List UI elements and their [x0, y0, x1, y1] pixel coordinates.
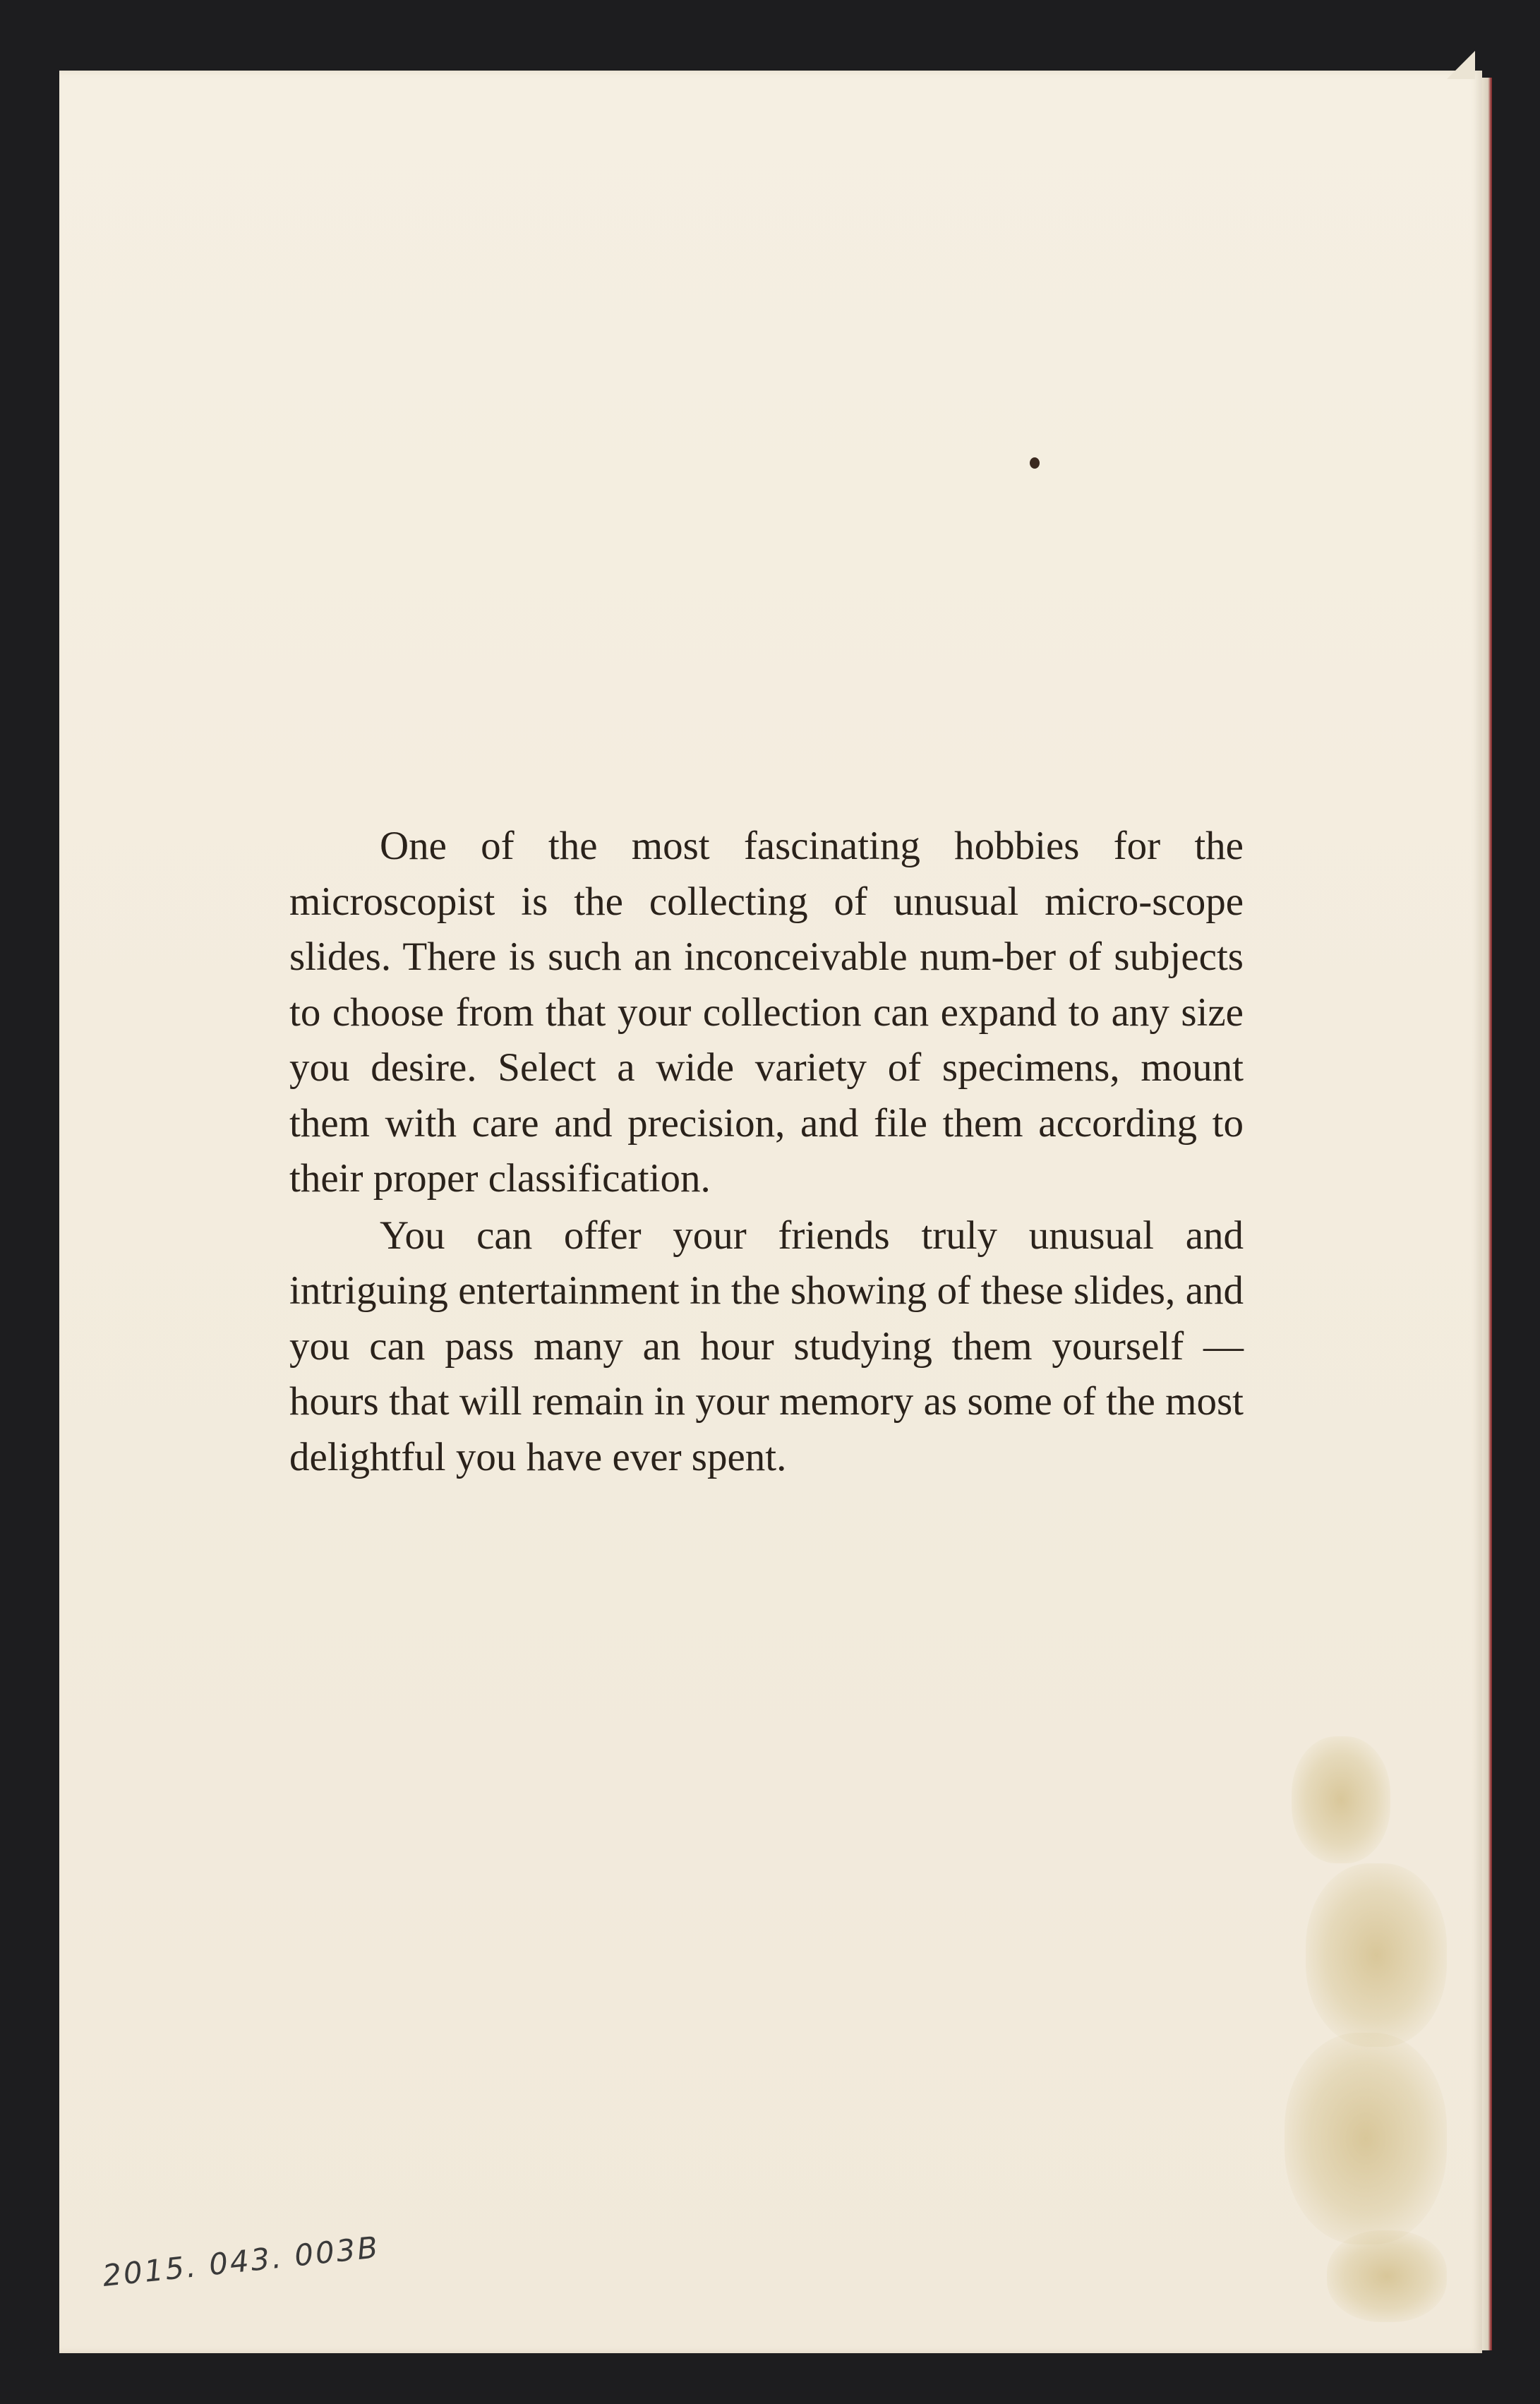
- paragraph-1: One of the most fascinating hobbies for the microscopist is the collecting of unusual micro-scope slides. There is such an inconceivable num-ber of subjects to choose from that your collection can expand to any size you desire. Select a wide variety of specimens, mount them with care and precision, and file them according to their proper classification.: [289, 824, 1244, 1201]
- foxing-stain: [1285, 2033, 1447, 2244]
- foxing-stain: [1292, 1736, 1390, 1863]
- ink-spot: [1030, 457, 1040, 469]
- paragraph-2: You can offer your friends truly unusual and intriguing entertainment in the showing of these slides, and you can pass many an hour studying them yourself — hours that will remain in your memory as some of the most delightful you have ever spent.: [289, 1213, 1244, 1479]
- foxing-stain: [1327, 2230, 1447, 2322]
- cover-spine-edge: [1482, 78, 1492, 2350]
- torn-corner: [1447, 51, 1475, 79]
- accession-number: 2015. 043. 003B: [100, 2230, 382, 2293]
- body-text: [289, 819, 1244, 1485]
- foxing-stain: [1306, 1863, 1447, 2047]
